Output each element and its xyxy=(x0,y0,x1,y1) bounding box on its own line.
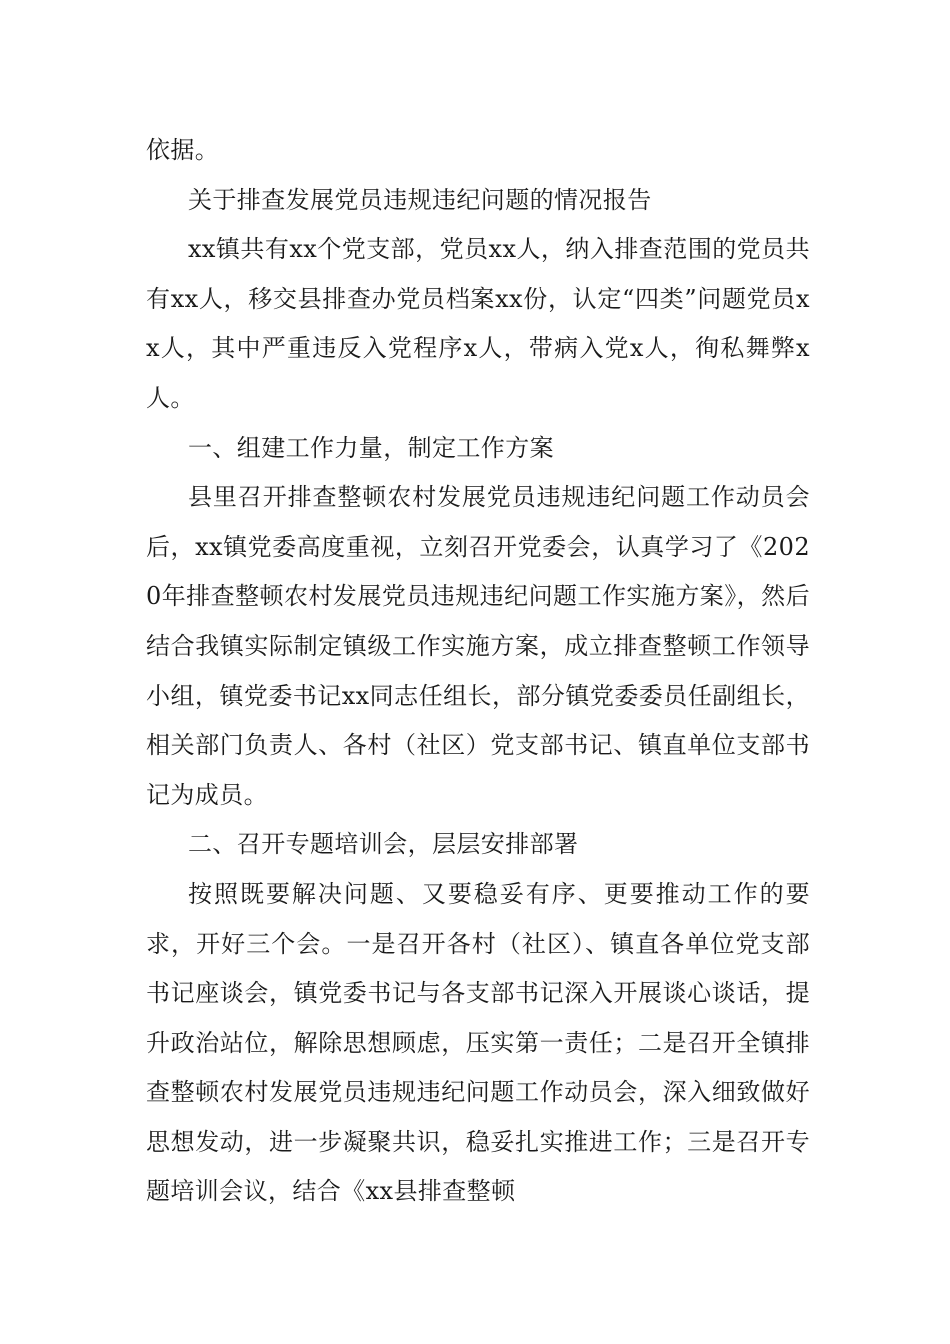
document-page xyxy=(146,126,810,1217)
paragraph-section-1: 县里召开排查整顿农村发展党员违规违纪问题工作动员会后，xx镇党委高度重视，立刻召开党委会，认真学习了《2020年排查整顿农村发展党员违规违纪问题工作实施方案》，然后结合我镇实际制定镇级工作实施方案，成立排查整顿工作领导小组，镇党委书记xx同志任组长，部分镇党委委员任副组长，相关部门负责人、各村（社区）党支部书记、镇直单位支部书记为成员。 xyxy=(146,483,810,809)
section-heading-1: 一、组建工作力量，制定工作方案 xyxy=(188,433,554,462)
section-heading-2: 二、召开专题培训会，层层安排部署 xyxy=(188,830,579,859)
report-title: 关于排查发展党员违规违纪问题的情况报告 xyxy=(188,185,652,214)
paragraph-intro-tail: 依据。 xyxy=(146,136,220,164)
paragraph-summary: xx镇共有xx个党支部，党员xx人，纳入排查范围的党员共有xx人，移交县排查办党员档案xx份，认定“四类”问题党员xx人，其中严重违反入党程序x人，带病入党x人，徇私舞弊x人。 xyxy=(146,235,810,412)
paragraph-section-2: 按照既要解决问题、又要稳妥有序、更要推动工作的要求，开好三个会。一是召开各村（社区）、镇直各单位党支部书记座谈会，镇党委书记与各支部书记深入开展谈心谈话，提升政治站位，解除思想顾虑，压实第一责任；二是召开全镇排查整顿农村发展党员违规违纪问题工作动员会，深入细致做好思想发动，进一步凝聚共识，稳妥扎实推进工作；三是召开专题培训会议，结合《xx县排查整顿 xyxy=(146,879,810,1206)
